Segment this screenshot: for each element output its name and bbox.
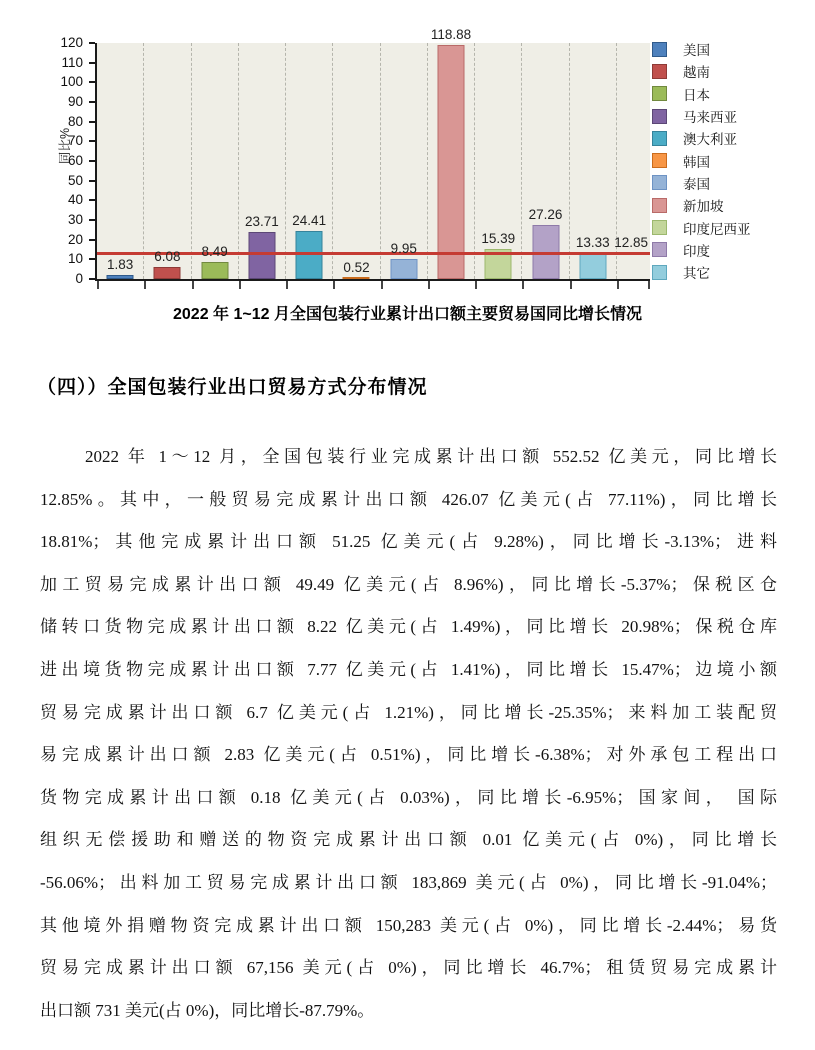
plot-area [95, 27, 650, 281]
legend-swatch [652, 198, 667, 213]
bar-column-7 [427, 27, 474, 279]
x-tick-mark [617, 281, 619, 289]
legend-label: 印度 [683, 243, 710, 259]
bar-chart-figure [35, 12, 810, 298]
x-tick-mark [333, 281, 335, 289]
bar-2 [201, 262, 228, 279]
body-line: 12.85%。其中，一般贸易完成累计出口额 426.07 亿美元(占 77.11%)，同比增长 [40, 489, 777, 509]
legend-label: 其它 [683, 266, 710, 282]
legend-swatch [652, 153, 667, 168]
y-tick-mark [89, 278, 95, 280]
legend-swatch [652, 64, 667, 79]
legend-item-6 [652, 172, 751, 194]
y-tick-label: 80 [67, 113, 83, 129]
bar-value-label: 13.33 [575, 234, 610, 250]
body-line: 2022 年 1～12 月，全国包装行业完成累计出口额 552.52 亿美元，同比增长 [85, 447, 777, 466]
legend-swatch [652, 242, 667, 257]
bar-value-label: 0.52 [343, 259, 370, 275]
x-tick-mark [522, 281, 524, 289]
legend-item-0 [652, 38, 751, 60]
y-tick-label: 70 [67, 133, 83, 149]
y-axis-title: 同比% [58, 127, 72, 165]
bar-value-label: 23.71 [245, 214, 279, 230]
figure-caption: 2022 年 1~12 月全国包装行业累计出口额主要贸易国同比增长情况 [173, 306, 642, 323]
legend-label: 越南 [683, 65, 710, 81]
x-tick-mark [475, 281, 477, 289]
body-line: 18.81%；其他完成累计出口额 51.25 亿美元(占 9.28%)，同比增长-3.13%；进料 [40, 532, 777, 552]
body-line: 货物完成累计出口额 0.18 亿美元(占 0.03%)，同比增长-6.95%；国家间， 国际 [40, 787, 777, 807]
x-tick-mark [144, 281, 146, 289]
body-line: 储转口货物完成累计出口额 8.22 亿美元(占 1.49%)，同比增长 20.98%；保税仓库 [40, 617, 777, 637]
bar-column-9 [521, 43, 568, 279]
y-tick-label: 60 [67, 153, 83, 168]
body-line: 易完成累计出口额 2.83 亿美元(占 0.51%)，同比增长-6.38%；对外承包工程出口 [40, 745, 777, 765]
y-tick-label: 20 [67, 231, 83, 247]
legend-label: 澳大利亚 [683, 132, 737, 148]
chart-legend [652, 38, 751, 283]
legend-swatch [652, 265, 667, 280]
bar-column-1 [143, 43, 190, 279]
y-tick-label: 0 [75, 271, 83, 286]
body-line: 进出境货物完成累计出口额 7.77 亿美元(占 1.41%)，同比增长 15.47%；边境小额 [40, 659, 777, 679]
legend-swatch [652, 86, 667, 101]
legend-label: 泰国 [683, 176, 710, 192]
bar-value-label: 9.95 [390, 241, 417, 257]
legend-label: 马来西亚 [683, 110, 737, 126]
x-tick-mark [286, 281, 288, 289]
legend-label: 日本 [683, 87, 710, 103]
y-tick-label: 40 [67, 192, 83, 208]
y-tick-mark [89, 121, 95, 123]
y-tick-label: 110 [61, 54, 83, 70]
legend-item-3 [652, 105, 751, 127]
x-tick-mark [648, 281, 650, 289]
bar-column-0 [97, 43, 143, 279]
legend-swatch [652, 109, 667, 124]
bar-0 [107, 275, 134, 279]
legend-item-5 [652, 149, 751, 171]
y-tick-label: 30 [67, 212, 83, 227]
body-line: 组织无偿援助和赠送的物资完成累计出口额 0.01 亿美元(占 0%)，同比增长 [40, 830, 777, 850]
body-line: 贸易完成累计出口额 6.7 亿美元(占 1.21%)，同比增长-25.35%；来料加工装配贸 [40, 702, 777, 722]
bar-value-label: 6.08 [154, 249, 181, 265]
y-tick-mark [89, 258, 95, 260]
bar-5 [343, 277, 370, 279]
bar-column-10 [569, 43, 616, 279]
y-tick-mark [89, 81, 95, 83]
bar-3 [248, 232, 275, 279]
legend-item-9 [652, 239, 751, 261]
body-line: 贸易完成累计出口额 67,156 美元(占 0%)，同比增长 46.7%；租赁贸易完成累计 [40, 958, 777, 978]
legend-item-8 [652, 216, 751, 238]
bar-value-label: 15.39 [481, 230, 516, 246]
x-tick-mark [192, 281, 194, 289]
bar-column-2 [191, 43, 238, 279]
bar-column-6 [380, 43, 427, 279]
y-tick-mark [89, 199, 95, 201]
section-heading: （四））全国包装行业出口贸易方式分布情况 [37, 377, 428, 398]
legend-swatch [652, 131, 667, 146]
y-tick-mark [89, 219, 95, 221]
y-tick-label: 50 [67, 172, 83, 188]
y-tick-label: 10 [67, 251, 83, 267]
bar-6 [390, 259, 417, 279]
y-tick-label: 90 [67, 94, 83, 109]
legend-label: 韩国 [683, 154, 710, 170]
legend-label: 印度尼西亚 [683, 221, 751, 237]
bar-value-label: 118.88 [430, 27, 472, 43]
legend-swatch [652, 42, 667, 57]
body-line: 加工贸易完成累计出口额 49.49 亿美元(占 8.96%)，同比增长-5.37%；保税区仓 [40, 574, 777, 594]
body-line: 出口额 731 美元(占 0%)，同比增长-87.79%。 [40, 1000, 375, 1020]
y-axis-tick-labels [35, 12, 91, 298]
y-tick-mark [89, 160, 95, 162]
bar-10 [579, 253, 606, 279]
legend-label: 新加坡 [683, 199, 724, 215]
bar-column-5 [332, 43, 379, 279]
y-tick-mark [89, 42, 95, 44]
y-tick-label: 120 [60, 35, 83, 50]
legend-item-2 [652, 83, 751, 105]
legend-item-7 [652, 194, 751, 216]
bar-column-8 [474, 43, 521, 279]
y-tick-mark [89, 140, 95, 142]
legend-item-10 [652, 261, 751, 283]
x-tick-mark [239, 281, 241, 289]
x-tick-mark [97, 281, 99, 289]
x-tick-mark [570, 281, 572, 289]
legend-item-1 [652, 60, 751, 82]
y-tick-mark [89, 239, 95, 241]
bar-value-label: 24.41 [292, 213, 327, 228]
bar-column-3 [238, 43, 285, 279]
y-tick-mark [89, 180, 95, 182]
bar-value-label: 27.26 [528, 207, 563, 223]
bar-value-label: 1.83 [106, 257, 134, 273]
reference-line-label: 12.85 [614, 234, 648, 250]
y-tick-mark [89, 101, 95, 103]
y-tick-label: 100 [60, 74, 83, 90]
bar-column-4 [285, 43, 332, 279]
bar-4 [296, 231, 323, 279]
body-paragraph [40, 436, 777, 1032]
y-tick-mark [89, 62, 95, 64]
body-line: -56.06%；出料加工贸易完成累计出口额 183,869 美元(占 0%)，同比增长-91.04%； [40, 872, 777, 892]
x-tick-mark [381, 281, 383, 289]
x-tick-mark [428, 281, 430, 289]
bar-7 [437, 45, 464, 279]
bar-value-label: 8.49 [201, 244, 228, 260]
body-line: 其他境外捐赠物资完成累计出口额 150,283 美元(占 0%)，同比增长-2.44%；易货 [40, 915, 777, 935]
legend-swatch [652, 220, 667, 235]
bar-1 [154, 267, 181, 279]
legend-swatch [652, 175, 667, 190]
legend-label: 美国 [683, 43, 710, 59]
legend-item-4 [652, 127, 751, 149]
